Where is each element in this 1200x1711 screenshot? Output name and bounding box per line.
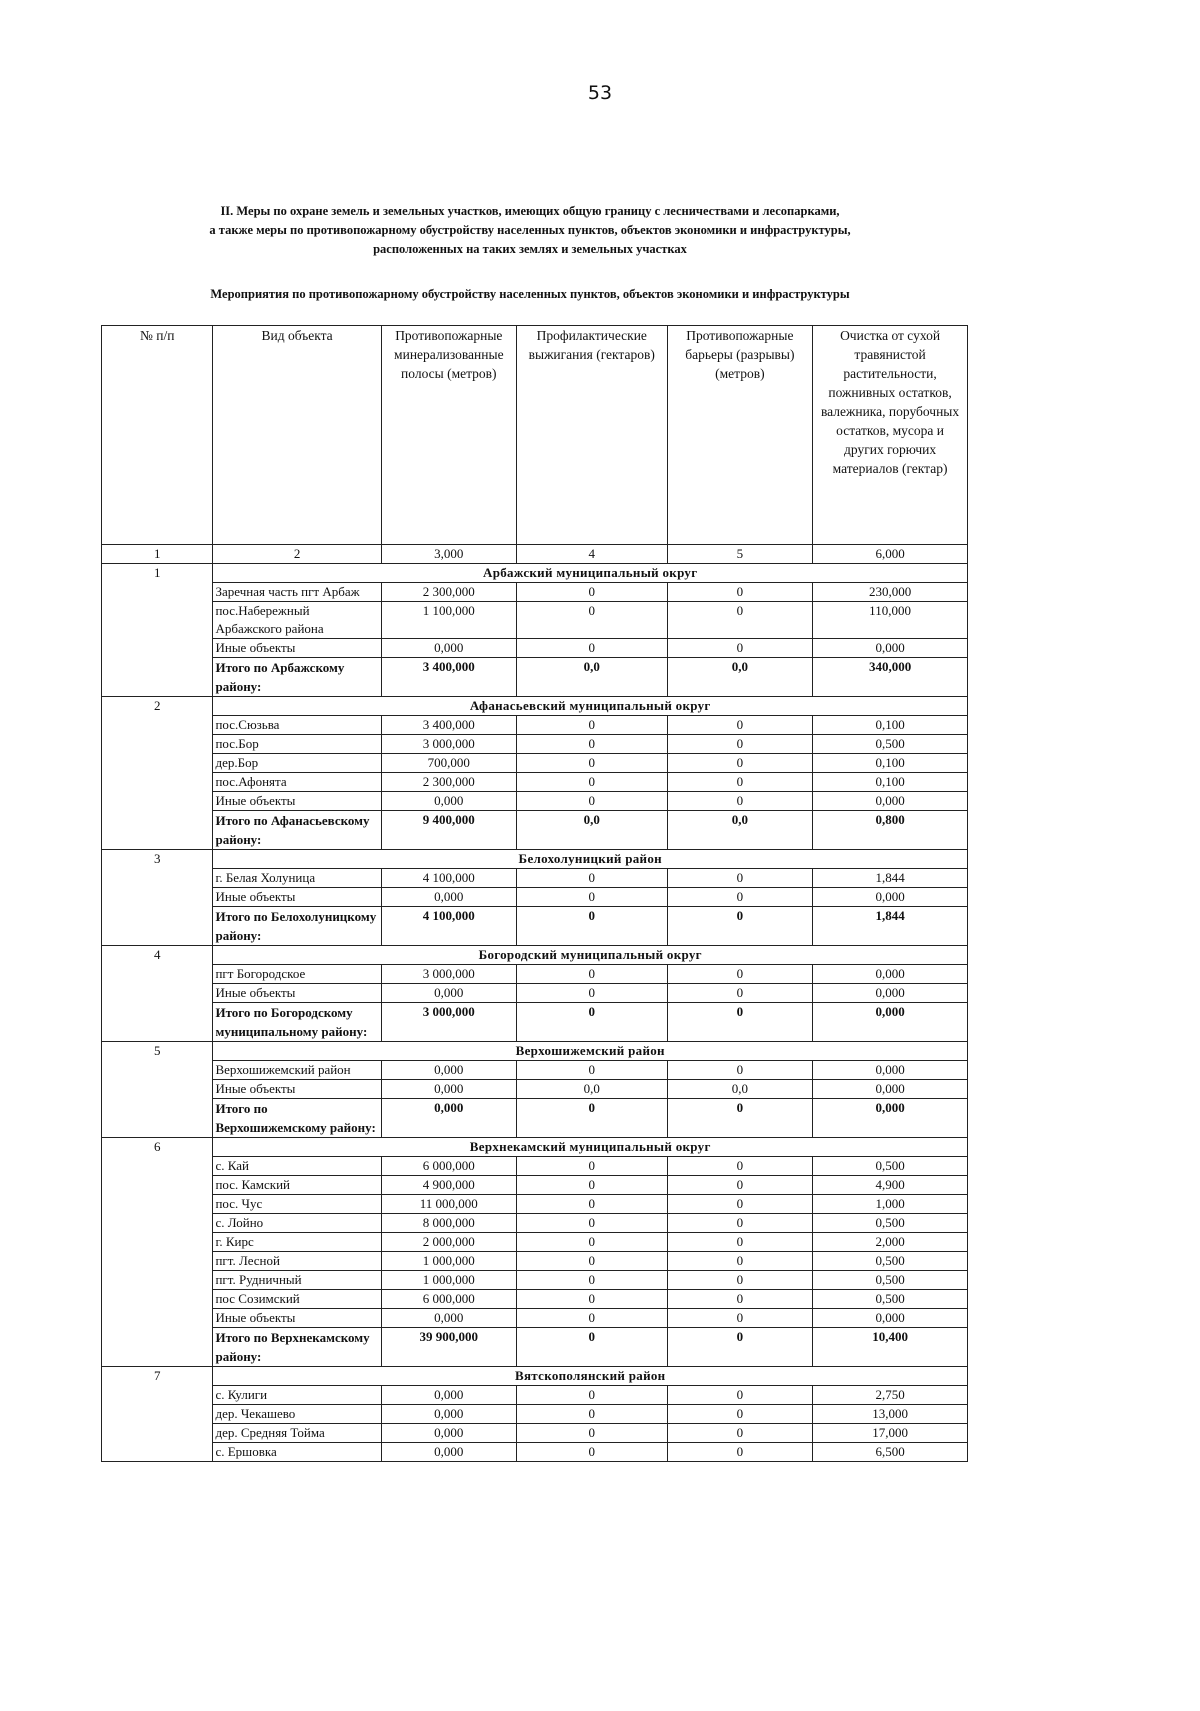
table-row [102, 1443, 968, 1462]
heading-line-3: расположенных на таких землях и земельных участках [373, 242, 687, 256]
value-strips: 3 000,000 [381, 735, 516, 754]
value-strips: 3 400,000 [381, 716, 516, 735]
district-row [102, 1138, 968, 1157]
district-row [102, 850, 968, 869]
value-strips: 11 000,000 [381, 1195, 516, 1214]
value-strips: 0,000 [381, 639, 516, 658]
value-barriers: 0 [667, 716, 813, 735]
total-cleaning: 1,844 [813, 907, 968, 946]
object-name: г. Кирс [213, 1233, 381, 1252]
value-cleaning: 1,844 [813, 869, 968, 888]
value-burning: 0 [516, 1195, 667, 1214]
value-burning: 0 [516, 1424, 667, 1443]
total-strips: 0,000 [381, 1099, 516, 1138]
value-barriers: 0 [667, 984, 813, 1003]
table-row [102, 1424, 968, 1443]
value-barriers: 0 [667, 1233, 813, 1252]
total-barriers: 0 [667, 1003, 813, 1042]
value-burning: 0 [516, 754, 667, 773]
total-burning: 0 [516, 907, 667, 946]
value-strips: 4 900,000 [381, 1176, 516, 1195]
district-name: Арбажский муниципальный округ [213, 564, 968, 583]
table-row [102, 716, 968, 735]
value-cleaning: 1,000 [813, 1195, 968, 1214]
value-cleaning: 2,750 [813, 1386, 968, 1405]
total-strips: 3 400,000 [381, 658, 516, 697]
value-cleaning: 0,000 [813, 1309, 968, 1328]
value-barriers: 0 [667, 773, 813, 792]
value-barriers: 0,0 [667, 1080, 813, 1099]
district-name: Богородский муниципальный округ [213, 946, 968, 965]
district-name: Верхошижемский район [213, 1042, 968, 1061]
object-name: пос.Набережный Арбажского района [213, 602, 381, 639]
district-row [102, 564, 968, 583]
colnum-cell: 2 [213, 545, 381, 564]
district-number: 4 [102, 946, 213, 1042]
district-row [102, 697, 968, 716]
table-row [102, 754, 968, 773]
table-row [102, 869, 968, 888]
value-barriers: 0 [667, 583, 813, 602]
value-cleaning: 2,000 [813, 1233, 968, 1252]
value-cleaning: 0,500 [813, 1290, 968, 1309]
value-barriers: 0 [667, 1061, 813, 1080]
value-cleaning: 0,100 [813, 754, 968, 773]
object-name: пос Созимский [213, 1290, 381, 1309]
total-barriers: 0,0 [667, 658, 813, 697]
total-strips: 4 100,000 [381, 907, 516, 946]
total-burning: 0,0 [516, 811, 667, 850]
total-barriers: 0,0 [667, 811, 813, 850]
object-name: с. Кай [213, 1157, 381, 1176]
total-strips: 9 400,000 [381, 811, 516, 850]
total-burning: 0,0 [516, 658, 667, 697]
header-object: Вид объекта [213, 326, 381, 545]
value-barriers: 0 [667, 1157, 813, 1176]
district-name: Афанасьевский муниципальный округ [213, 697, 968, 716]
value-barriers: 0 [667, 792, 813, 811]
value-cleaning: 110,000 [813, 602, 968, 639]
total-cleaning: 0,000 [813, 1099, 968, 1138]
value-cleaning: 0,500 [813, 1252, 968, 1271]
total-burning: 0 [516, 1099, 667, 1138]
table-row [102, 965, 968, 984]
value-burning: 0 [516, 1405, 667, 1424]
value-barriers: 0 [667, 754, 813, 773]
value-barriers: 0 [667, 1309, 813, 1328]
table-row [102, 735, 968, 754]
table-row [102, 1233, 968, 1252]
table-caption: Мероприятия по противопожарному обустройству населенных пунктов, объектов экономики и инфраструктуры [210, 287, 850, 301]
value-strips: 0,000 [381, 1061, 516, 1080]
district-number: 6 [102, 1138, 213, 1367]
value-burning: 0 [516, 1271, 667, 1290]
table-row [102, 639, 968, 658]
value-barriers: 0 [667, 1214, 813, 1233]
total-row [102, 658, 968, 697]
value-cleaning: 0,500 [813, 1271, 968, 1290]
value-cleaning: 0,000 [813, 965, 968, 984]
value-cleaning: 0,100 [813, 773, 968, 792]
value-burning: 0 [516, 1157, 667, 1176]
object-name: с. Ершовка [213, 1443, 381, 1462]
value-burning: 0 [516, 1309, 667, 1328]
table-row [102, 1309, 968, 1328]
table-row [102, 583, 968, 602]
value-strips: 1 000,000 [381, 1271, 516, 1290]
object-name: Иные объекты [213, 1080, 381, 1099]
district-row [102, 946, 968, 965]
heading-line-1: II. Меры по охране земель и земельных участков, имеющих общую границу с лесничествами и лесопарками, [220, 204, 840, 218]
object-name: пос.Афонята [213, 773, 381, 792]
heading-line-2: а также меры по противопожарному обустройству населенных пунктов, объектов экономики и инфраструктуры, [209, 223, 851, 237]
table-row [102, 1405, 968, 1424]
value-barriers: 0 [667, 1443, 813, 1462]
district-number: 5 [102, 1042, 213, 1138]
value-barriers: 0 [667, 1176, 813, 1195]
value-burning: 0 [516, 1176, 667, 1195]
colnum-cell: 1 [102, 545, 213, 564]
value-burning: 0 [516, 716, 667, 735]
object-name: пос. Чус [213, 1195, 381, 1214]
table-row [102, 984, 968, 1003]
object-name: дер. Средняя Тойма [213, 1424, 381, 1443]
value-burning: 0 [516, 735, 667, 754]
total-barriers: 0 [667, 1099, 813, 1138]
total-row [102, 1328, 968, 1367]
table-row [102, 773, 968, 792]
value-strips: 2 000,000 [381, 1233, 516, 1252]
colnum-cell: 5 [667, 545, 813, 564]
value-barriers: 0 [667, 602, 813, 639]
value-cleaning: 0,000 [813, 792, 968, 811]
value-burning: 0 [516, 639, 667, 658]
value-barriers: 0 [667, 888, 813, 907]
value-burning: 0 [516, 1290, 667, 1309]
colnum-cell: 4 [516, 545, 667, 564]
value-strips: 4 100,000 [381, 869, 516, 888]
value-barriers: 0 [667, 1271, 813, 1290]
object-name: Иные объекты [213, 639, 381, 658]
value-strips: 0,000 [381, 1386, 516, 1405]
district-number: 7 [102, 1367, 213, 1462]
value-strips: 0,000 [381, 1443, 516, 1462]
value-cleaning: 0,000 [813, 984, 968, 1003]
value-burning: 0 [516, 1214, 667, 1233]
colnum-cell: 6,000 [813, 545, 968, 564]
total-cleaning: 0,000 [813, 1003, 968, 1042]
value-strips: 1 100,000 [381, 602, 516, 639]
table-row [102, 1157, 968, 1176]
header-strips: Противопожарные минерализованные полосы (метров) [381, 326, 516, 545]
total-strips: 3 000,000 [381, 1003, 516, 1042]
district-number: 3 [102, 850, 213, 946]
table-row [102, 1214, 968, 1233]
total-label: Итого по Белохолуницкому району: [213, 907, 381, 946]
value-cleaning: 0,100 [813, 716, 968, 735]
value-barriers: 0 [667, 639, 813, 658]
value-burning: 0 [516, 773, 667, 792]
value-barriers: 0 [667, 1386, 813, 1405]
object-name: Верхошижемский район [213, 1061, 381, 1080]
object-name: с. Кулиги [213, 1386, 381, 1405]
district-name: Вятскополянский район [213, 1367, 968, 1386]
colnum-cell: 3,000 [381, 545, 516, 564]
value-burning: 0 [516, 602, 667, 639]
header-burning: Профилактические выжигания (гектаров) [516, 326, 667, 545]
value-burning: 0 [516, 792, 667, 811]
total-label: Итого по Афанасьевскому району: [213, 811, 381, 850]
object-name: пгт. Рудничный [213, 1271, 381, 1290]
value-cleaning: 0,000 [813, 1061, 968, 1080]
total-label: Итого по Богородскому муниципальному району: [213, 1003, 381, 1042]
value-burning: 0 [516, 888, 667, 907]
total-barriers: 0 [667, 907, 813, 946]
district-name: Белохолуницкий район [213, 850, 968, 869]
total-burning: 0 [516, 1328, 667, 1367]
value-burning: 0,0 [516, 1080, 667, 1099]
object-name: Иные объекты [213, 1309, 381, 1328]
total-label: Итого по Арбажскому району: [213, 658, 381, 697]
total-barriers: 0 [667, 1328, 813, 1367]
value-cleaning: 0,500 [813, 1214, 968, 1233]
value-burning: 0 [516, 1061, 667, 1080]
column-number-row [102, 545, 968, 564]
value-barriers: 0 [667, 869, 813, 888]
value-cleaning: 230,000 [813, 583, 968, 602]
district-number: 2 [102, 697, 213, 850]
object-name: пос. Камский [213, 1176, 381, 1195]
total-label: Итого по Верхнекамскому району: [213, 1328, 381, 1367]
total-label: Итого по Верхошижемскому району: [213, 1099, 381, 1138]
value-cleaning: 0,500 [813, 735, 968, 754]
object-name: пгт. Лесной [213, 1252, 381, 1271]
district-row [102, 1367, 968, 1386]
table-row [102, 1252, 968, 1271]
value-strips: 0,000 [381, 1405, 516, 1424]
value-cleaning: 17,000 [813, 1424, 968, 1443]
value-strips: 6 000,000 [381, 1157, 516, 1176]
value-strips: 8 000,000 [381, 1214, 516, 1233]
value-strips: 1 000,000 [381, 1252, 516, 1271]
table-row [102, 602, 968, 639]
table-row [102, 1061, 968, 1080]
value-barriers: 0 [667, 1405, 813, 1424]
section-heading [100, 202, 960, 259]
table-row [102, 792, 968, 811]
object-name: дер. Чекашево [213, 1405, 381, 1424]
total-row [102, 811, 968, 850]
header-num: № п/п [102, 326, 213, 545]
total-cleaning: 340,000 [813, 658, 968, 697]
value-cleaning: 4,900 [813, 1176, 968, 1195]
table-row [102, 1176, 968, 1195]
object-name: пос.Сюзьва [213, 716, 381, 735]
district-row [102, 1042, 968, 1061]
value-strips: 0,000 [381, 792, 516, 811]
value-strips: 0,000 [381, 1424, 516, 1443]
value-burning: 0 [516, 1252, 667, 1271]
header-barriers: Противопожарные барьеры (разрывы) (метров) [667, 326, 813, 545]
value-cleaning: 0,000 [813, 639, 968, 658]
value-burning: 0 [516, 965, 667, 984]
value-strips: 0,000 [381, 1080, 516, 1099]
object-name: пгт Богородское [213, 965, 381, 984]
table-row [102, 888, 968, 907]
value-barriers: 0 [667, 1252, 813, 1271]
value-cleaning: 6,500 [813, 1443, 968, 1462]
value-burning: 0 [516, 583, 667, 602]
value-barriers: 0 [667, 735, 813, 754]
total-row [102, 1099, 968, 1138]
total-cleaning: 10,400 [813, 1328, 968, 1367]
value-strips: 0,000 [381, 984, 516, 1003]
measures-table [101, 325, 968, 1462]
table-row [102, 1195, 968, 1214]
object-name: дер.Бор [213, 754, 381, 773]
value-burning: 0 [516, 869, 667, 888]
value-cleaning: 0,500 [813, 1157, 968, 1176]
total-cleaning: 0,800 [813, 811, 968, 850]
value-burning: 0 [516, 1443, 667, 1462]
value-cleaning: 0,000 [813, 1080, 968, 1099]
object-name: Иные объекты [213, 984, 381, 1003]
total-row [102, 907, 968, 946]
value-burning: 0 [516, 1233, 667, 1252]
total-row [102, 1003, 968, 1042]
value-strips: 2 300,000 [381, 773, 516, 792]
value-barriers: 0 [667, 1195, 813, 1214]
object-name: Заречная часть пгт Арбаж [213, 583, 381, 602]
object-name: с. Лойно [213, 1214, 381, 1233]
total-strips: 39 900,000 [381, 1328, 516, 1367]
table-row [102, 1290, 968, 1309]
value-strips: 3 000,000 [381, 965, 516, 984]
object-name: г. Белая Холуница [213, 869, 381, 888]
value-cleaning: 13,000 [813, 1405, 968, 1424]
total-burning: 0 [516, 1003, 667, 1042]
object-name: Иные объекты [213, 792, 381, 811]
page-number: 53 [587, 82, 613, 104]
value-cleaning: 0,000 [813, 888, 968, 907]
table-header-row [102, 326, 968, 545]
value-barriers: 0 [667, 1424, 813, 1443]
district-number: 1 [102, 564, 213, 697]
value-strips: 700,000 [381, 754, 516, 773]
object-name: пос.Бор [213, 735, 381, 754]
value-burning: 0 [516, 1386, 667, 1405]
value-strips: 0,000 [381, 888, 516, 907]
value-strips: 0,000 [381, 1309, 516, 1328]
value-barriers: 0 [667, 965, 813, 984]
table-row [102, 1271, 968, 1290]
district-name: Верхнекамский муниципальный округ [213, 1138, 968, 1157]
value-barriers: 0 [667, 1290, 813, 1309]
value-strips: 6 000,000 [381, 1290, 516, 1309]
value-strips: 2 300,000 [381, 583, 516, 602]
table-row [102, 1386, 968, 1405]
header-cleaning: Очистка от сухой травянистой растительности, пожнивных остатков, валежника, порубочных остатков, мусора и других горючих материалов (гектар) [813, 326, 968, 545]
value-burning: 0 [516, 984, 667, 1003]
object-name: Иные объекты [213, 888, 381, 907]
table-row [102, 1080, 968, 1099]
